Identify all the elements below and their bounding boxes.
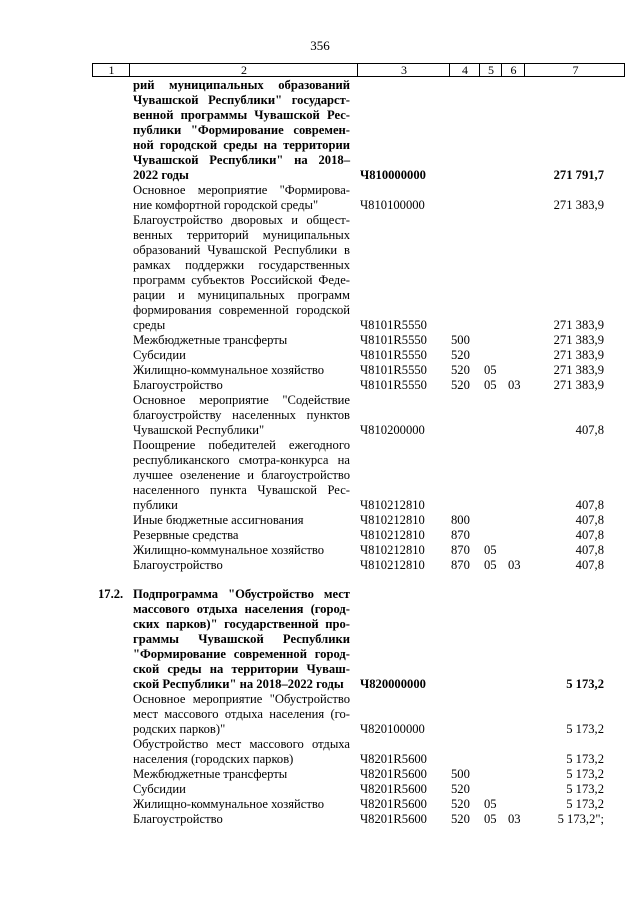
- row-name: [133, 78, 350, 183]
- target-code: Ч8101R5550: [360, 363, 427, 377]
- expense-type: 520: [451, 378, 470, 392]
- expense-type: 800: [451, 513, 470, 527]
- amount: 5 173,2: [566, 782, 604, 796]
- row-name: [133, 363, 350, 378]
- row-name: [133, 587, 350, 692]
- row-name-line: венной программы Чувашской Рес-: [133, 108, 350, 122]
- row-name-line: населенного пункта Чувашской Рес-: [133, 483, 350, 497]
- amount: 5 173,2: [566, 767, 604, 781]
- section-code: 05: [484, 558, 497, 572]
- row-name-line: ских парков)" государственной про-: [133, 617, 350, 631]
- row-name: [133, 528, 350, 543]
- amount: 271 383,9: [553, 378, 604, 392]
- row-name-line: республиканского смотра-конкурса на: [133, 453, 350, 467]
- section-code: 05: [484, 543, 497, 557]
- row-name-line: лучшее озеленение и благоустройство: [133, 468, 350, 482]
- row-name-line: Субсидии: [133, 782, 186, 796]
- table-row: [0, 78, 640, 183]
- row-name-line: граммы Чувашской Республики: [133, 632, 350, 646]
- table-row: [0, 213, 640, 333]
- section-code: 05: [484, 797, 497, 811]
- row-name-line: публики: [133, 498, 178, 512]
- row-name: [133, 393, 350, 438]
- subsection-code: 03: [508, 812, 521, 826]
- header-cell-5: 5: [488, 63, 494, 77]
- amount: 407,8: [575, 528, 604, 542]
- row-name: [133, 333, 350, 348]
- row-name-line: родских парков)": [133, 722, 226, 736]
- row-name-line: Жилищно-коммунальное хозяйство: [133, 797, 325, 811]
- target-code: Ч8201R5600: [360, 812, 427, 826]
- row-name-line: рий муниципальных образований: [133, 78, 350, 92]
- amount: 271 383,9: [553, 363, 604, 377]
- row-name-line: рации и муниципальных программ: [133, 288, 350, 302]
- amount: 271 383,9: [553, 348, 604, 362]
- row-name-line: Иные бюджетные ассигнования: [133, 513, 304, 527]
- subsection-code: 03: [508, 378, 521, 392]
- section-code: 05: [484, 812, 497, 826]
- amount: 5 173,2: [566, 722, 604, 736]
- row-name-line: ской Республики" на 2018–2022 годы: [133, 677, 344, 691]
- table-row: [0, 767, 640, 782]
- amount: 271 383,9: [553, 318, 604, 332]
- expense-type: 870: [451, 528, 470, 542]
- target-code: Ч810100000: [360, 198, 425, 212]
- table-row: [0, 528, 640, 543]
- row-name-line: ской среды на территории Чуваш-: [133, 662, 350, 676]
- expense-type: 520: [451, 797, 470, 811]
- row-name-line: Межбюджетные трансферты: [133, 767, 288, 781]
- section-code: 05: [484, 363, 497, 377]
- target-code: Ч8201R5600: [360, 767, 427, 781]
- row-name: [133, 438, 350, 513]
- row-name: [133, 378, 350, 393]
- header-cell-3: 3: [401, 63, 407, 77]
- page-number: 356: [310, 38, 330, 53]
- target-code: Ч8201R5600: [360, 782, 427, 796]
- expense-type: 520: [451, 363, 470, 377]
- row-name: [133, 797, 350, 812]
- table-row: [0, 782, 640, 797]
- subsection-code: 03: [508, 558, 521, 572]
- amount: 271 383,9: [553, 333, 604, 347]
- row-name-line: Субсидии: [133, 348, 186, 362]
- header-cell-4: 4: [462, 63, 468, 77]
- amount: 407,8: [575, 423, 604, 437]
- row-name-line: Обустройство мест массового отдыха: [133, 737, 350, 751]
- amount: 407,8: [575, 543, 604, 557]
- row-name-line: рамках поддержки государственных: [133, 258, 350, 272]
- expense-type: 870: [451, 543, 470, 557]
- target-code: Ч820100000: [360, 722, 425, 736]
- row-name: [133, 692, 350, 737]
- row-name-line: ной городской среды на территории: [133, 138, 350, 152]
- row-name-line: благоустройству населенных пунктов: [133, 408, 350, 422]
- table-row: [0, 348, 640, 363]
- table-row: [0, 393, 640, 438]
- row-name-line: программ субъектов Российской Феде-: [133, 273, 350, 287]
- amount: 5 173,2: [566, 677, 604, 691]
- row-name-line: "Формирование современной город-: [133, 647, 350, 661]
- table-row: [0, 183, 640, 213]
- table-row: [0, 513, 640, 528]
- table-header: [92, 63, 625, 77]
- table-row: [0, 543, 640, 558]
- row-name-line: Благоустройство дворовых и общест-: [133, 213, 350, 227]
- section-number: 17.2.: [98, 587, 124, 601]
- row-name-line: Подпрограмма "Обустройство мест: [133, 587, 350, 601]
- target-code: Ч820000000: [360, 677, 426, 691]
- target-code: Ч8101R5550: [360, 318, 427, 332]
- row-name-line: мест массового отдыха населения (го-: [133, 707, 350, 721]
- row-name: [133, 543, 350, 558]
- target-code: Ч8201R5600: [360, 797, 427, 811]
- header-cell-2: 2: [241, 63, 247, 77]
- target-code: Ч810212810: [360, 528, 425, 542]
- expense-type: 520: [451, 348, 470, 362]
- row-name: [133, 513, 350, 528]
- header-cell-1: 1: [108, 63, 115, 77]
- row-name-line: Благоустройство: [133, 378, 223, 392]
- header-cell-7: 7: [572, 63, 579, 77]
- row-name: [133, 213, 350, 333]
- row-name-line: массового отдыха населения (город-: [133, 602, 350, 616]
- table-row: [0, 737, 640, 767]
- row-name-line: Межбюджетные трансферты: [133, 333, 288, 347]
- table-row: [0, 797, 640, 812]
- table-row: [0, 333, 640, 348]
- row-name-line: Чувашской Республики" на 2018–: [133, 153, 350, 167]
- row-name: [133, 348, 350, 363]
- target-code: Ч8101R5550: [360, 333, 427, 347]
- amount: 271 383,9: [553, 198, 604, 212]
- row-name: [133, 558, 350, 573]
- amount: 407,8: [575, 513, 604, 527]
- table-row: [0, 692, 640, 737]
- target-code: Ч8101R5550: [360, 348, 427, 362]
- amount: 407,8: [575, 498, 604, 512]
- row-name-line: Поощрение победителей ежегодного: [133, 438, 350, 452]
- target-code: Ч810212810: [360, 513, 425, 527]
- amount: 5 173,2";: [557, 812, 604, 826]
- row-name: [133, 782, 350, 797]
- row-name-line: венных территорий муниципальных: [133, 228, 350, 242]
- row-name-line: публики "Формирование современ-: [133, 123, 350, 137]
- target-code: Ч8201R5600: [360, 752, 427, 766]
- target-code: Ч810212810: [360, 543, 425, 557]
- section-code: 05: [484, 378, 497, 392]
- target-code: Ч810000000: [360, 168, 426, 182]
- row-name-line: Жилищно-коммунальное хозяйство: [133, 363, 325, 377]
- table-row: [0, 812, 640, 827]
- target-code: Ч810212810: [360, 558, 425, 572]
- target-code: Ч810212810: [360, 498, 425, 512]
- table-row: [0, 378, 640, 393]
- row-name-line: Основное мероприятие "Содействие: [133, 393, 350, 407]
- row-name-line: Чувашской Республики": [133, 423, 265, 437]
- row-name-line: Благоустройство: [133, 812, 223, 826]
- table-row: [0, 558, 640, 573]
- budget-table: [0, 78, 640, 827]
- amount: 5 173,2: [566, 797, 604, 811]
- table-row: [0, 438, 640, 513]
- row-name-line: формирования современной городской: [133, 303, 350, 317]
- row-name: [133, 737, 350, 767]
- row-name-line: Основное мероприятие "Формирова-: [133, 183, 350, 197]
- row-name-line: образований Чувашской Республики в: [133, 243, 350, 257]
- target-code: Ч8101R5550: [360, 378, 427, 392]
- expense-type: 520: [451, 812, 470, 826]
- row-name: [133, 812, 350, 827]
- row-name-line: среды: [133, 318, 166, 332]
- expense-type: 500: [451, 333, 470, 347]
- amount: 5 173,2: [566, 752, 604, 766]
- row-name-line: Чувашской Республики" государст-: [133, 93, 350, 107]
- target-code: Ч810200000: [360, 423, 425, 437]
- row-name-line: населения (городских парков): [133, 752, 294, 766]
- row-name-line: 2022 годы: [133, 168, 189, 182]
- expense-type: 520: [451, 782, 470, 796]
- amount: 407,8: [575, 558, 604, 572]
- table-row: [0, 587, 640, 692]
- header-cell-6: 6: [510, 63, 517, 77]
- amount: 271 791,7: [553, 168, 604, 182]
- expense-type: 870: [451, 558, 470, 572]
- row-name: [133, 767, 350, 782]
- row-name-line: Жилищно-коммунальное хозяйство: [133, 543, 325, 557]
- row-name-line: Благоустройство: [133, 558, 223, 572]
- row-name-line: ние комфортной городской среды": [133, 198, 319, 212]
- table-row: [0, 363, 640, 378]
- expense-type: 500: [451, 767, 470, 781]
- row-name: [133, 183, 350, 213]
- row-name-line: Резервные средства: [133, 528, 239, 542]
- row-name-line: Основное мероприятие "Обустройство: [133, 692, 350, 706]
